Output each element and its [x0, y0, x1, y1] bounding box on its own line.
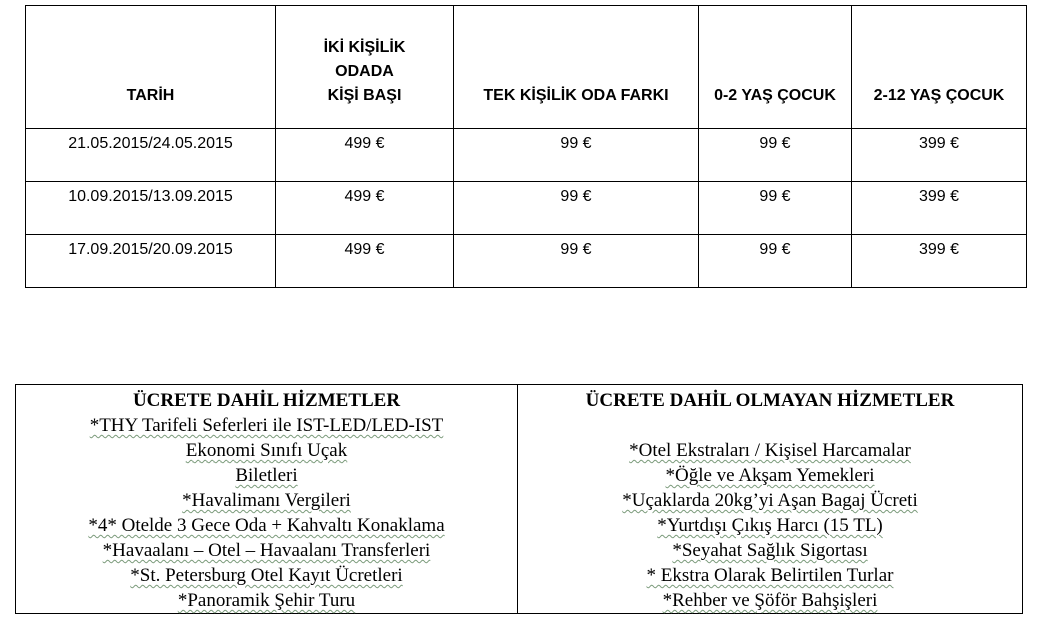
cell-double-price: 499 €: [276, 235, 454, 288]
included-service-item: Biletleri: [235, 465, 298, 486]
cell-single-diff: 99 €: [454, 182, 699, 235]
excluded-service-item: *Otel Ekstraları / Kişisel Harcamalar: [629, 440, 911, 461]
services-table: [15, 384, 1023, 614]
table-row: [26, 182, 1027, 235]
included-services-title: ÜCRETE DAHİL HİZMETLER: [132, 390, 401, 411]
cell-date: 17.09.2015/20.09.2015: [26, 235, 276, 288]
cell-single-diff: 99 €: [454, 235, 699, 288]
included-service-item: *THY Tarifeli Seferleri ile IST-LED/LED-IST: [89, 415, 444, 436]
included-services-cell: [16, 385, 518, 614]
header-double-room-line-2: ODADA: [335, 63, 394, 80]
header-double-room-line-3: KİŞİ BAŞI: [327, 87, 402, 104]
excluded-service-item: *Yurtdışı Çıkış Harcı (15 TL): [657, 515, 883, 536]
excluded-service-item: *Rehber ve Şöför Bahşişleri: [662, 590, 878, 611]
excluded-service-item: *Öğle ve Akşam Yemekleri: [665, 465, 875, 486]
cell-single-diff: 99 €: [454, 129, 699, 182]
cell-child-0-2: 99 €: [699, 182, 852, 235]
header-double-room: [276, 6, 454, 129]
included-service-item: *Havaalanı – Otel – Havaalanı Transferleri: [102, 540, 431, 561]
price-table-header-row: [26, 6, 1027, 129]
included-service-item: Ekonomi Sınıfı Uçak: [185, 440, 348, 461]
excluded-services-cell: [518, 385, 1023, 614]
cell-child-0-2: 99 €: [699, 235, 852, 288]
header-child-2-12: 2-12 YAŞ ÇOCUK: [852, 6, 1027, 129]
cell-child-2-12: 399 €: [852, 182, 1027, 235]
header-single-room-diff: TEK KİŞİLİK ODA FARKI: [454, 6, 699, 129]
included-service-item: *St. Petersburg Otel Kayıt Ücretleri: [130, 565, 403, 586]
table-row: [26, 129, 1027, 182]
header-child-0-2: 0-2 YAŞ ÇOCUK: [699, 6, 852, 129]
cell-double-price: 499 €: [276, 182, 454, 235]
excluded-service-item: *Seyahat Sağlık Sigortası: [672, 540, 868, 561]
cell-double-price: 499 €: [276, 129, 454, 182]
included-service-item: *4* Otelde 3 Gece Oda + Kahvaltı Konaklama: [88, 515, 445, 536]
excluded-service-item: *Uçaklarda 20kg’yi Aşan Bagaj Ücreti: [622, 490, 918, 511]
cell-date: 10.09.2015/13.09.2015: [26, 182, 276, 235]
excluded-services-spacer: [518, 413, 1022, 438]
included-service-item: *Havalimanı Vergileri: [182, 490, 351, 511]
cell-date: 21.05.2015/24.05.2015: [26, 129, 276, 182]
excluded-services-title: ÜCRETE DAHİL OLMAYAN HİZMETLER: [585, 390, 955, 411]
header-double-room-line-1: İKİ KİŞİLİK: [323, 39, 406, 56]
included-service-item: *Panoramik Şehir Turu: [177, 590, 356, 611]
cell-child-0-2: 99 €: [699, 129, 852, 182]
header-date: TARİH: [26, 6, 276, 129]
cell-child-2-12: 399 €: [852, 235, 1027, 288]
table-row: [26, 235, 1027, 288]
price-table: [25, 5, 1027, 288]
services-row: [16, 385, 1023, 614]
excluded-service-item: * Ekstra Olarak Belirtilen Turlar: [646, 565, 894, 586]
cell-child-2-12: 399 €: [852, 129, 1027, 182]
